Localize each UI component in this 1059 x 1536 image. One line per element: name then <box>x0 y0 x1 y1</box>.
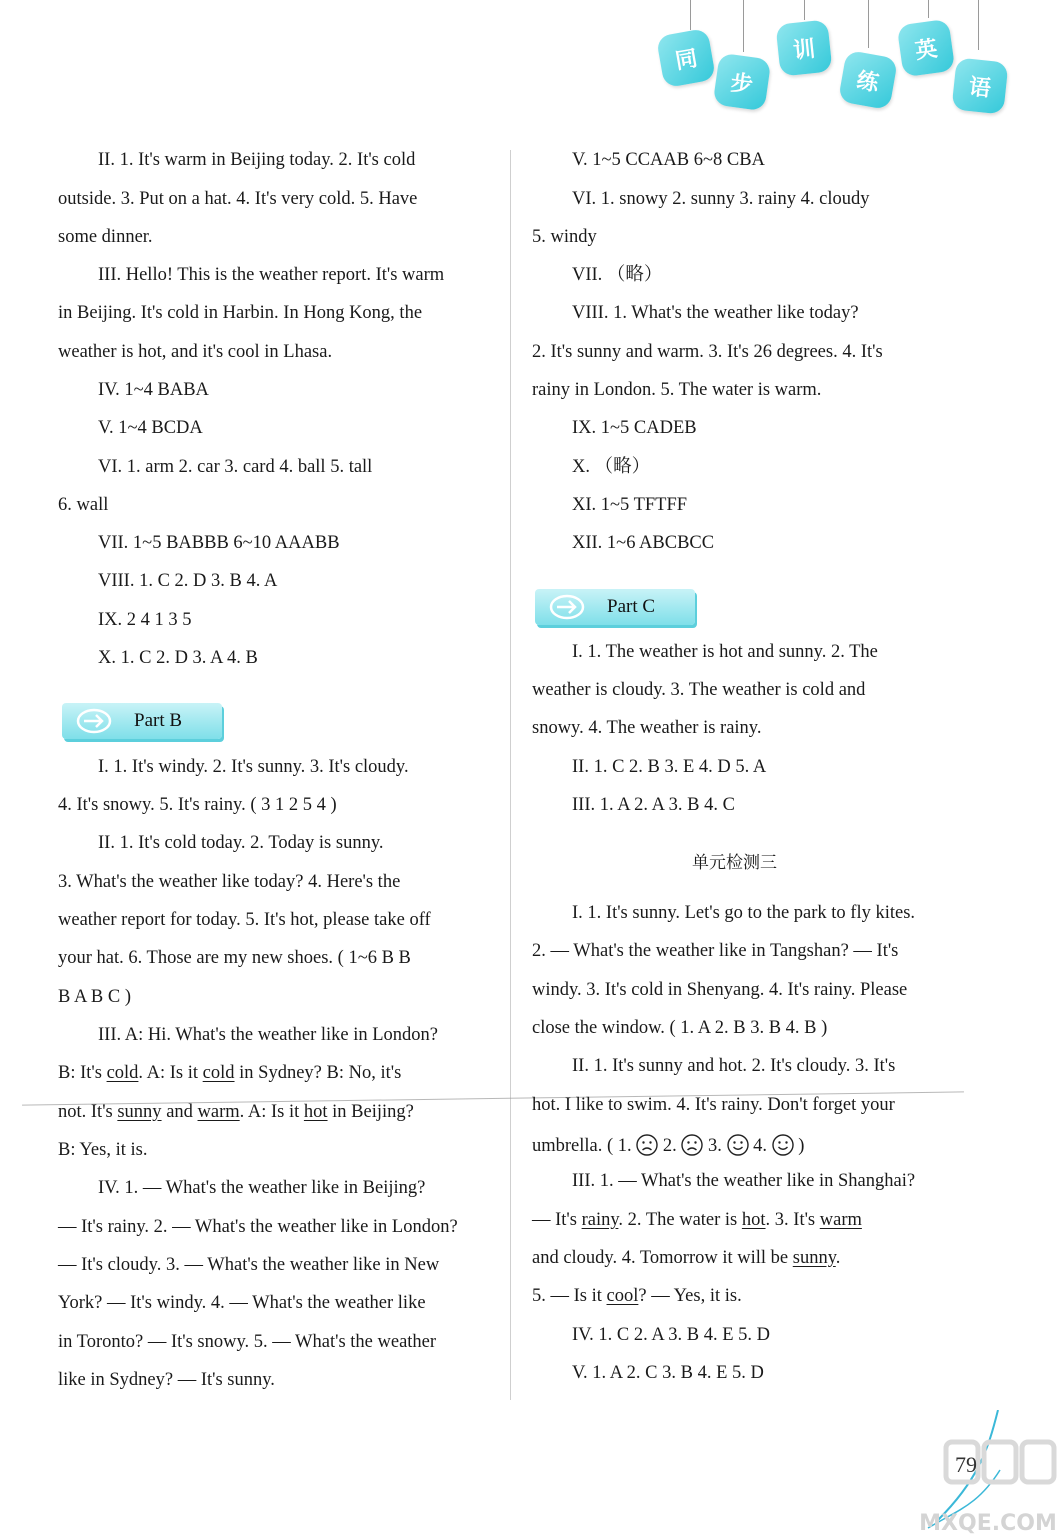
answer-line <box>532 1134 804 1158</box>
answer-line: windy. 3. It's cold in Shenyang. 4. It's rainy. Please <box>532 980 908 1000</box>
text-segment: not. It's <box>58 1102 118 1122</box>
answer-line: VI. 1. snowy 2. sunny 3. rainy 4. cloudy <box>572 189 870 209</box>
answer-line: 2. — What's the weather like in Tangshan? — It's <box>532 941 899 961</box>
page-number: 79 <box>955 1452 977 1477</box>
part-b-label: Part B <box>134 710 183 731</box>
text-segment: umbrella. ( 1. <box>532 1136 632 1156</box>
answer-line: York? — It's windy. 4. — What's the weather like <box>58 1293 426 1313</box>
text-segment: . A: Is it <box>239 1102 304 1122</box>
answer-line: IV. 1. C 2. A 3. B 4. E 5. D <box>572 1325 771 1345</box>
underlined-answer: hot <box>303 1102 328 1122</box>
column-divider <box>510 150 511 1400</box>
underlined-answer: warm <box>197 1102 240 1122</box>
answer-line: X. （略） <box>572 457 651 477</box>
answer-line: rainy in London. 5. The water is warm. <box>532 380 822 400</box>
header-badge: 同 <box>656 28 716 88</box>
header-badge: 训 <box>775 19 832 76</box>
happy-face-icon <box>772 1134 794 1156</box>
answer-line: V. 1~5 CCAAB 6~8 CBA <box>572 150 765 170</box>
header-badge: 步 <box>713 53 772 112</box>
answer-line: V. 1~4 BCDA <box>98 418 203 438</box>
answer-line: in Toronto? — It's snowy. 5. — What's the weather <box>58 1332 437 1352</box>
answer-line: XI. 1~5 TFTFF <box>572 495 688 515</box>
answer-line: 4. It's snowy. 5. It's rainy. ( 3 1 2 5 4 ) <box>58 795 337 815</box>
answer-line: VI. 1. arm 2. car 3. card 4. ball 5. tall <box>98 457 373 477</box>
badge-string <box>804 0 805 20</box>
answer-line: weather report for today. 5. It's hot, please take off <box>58 910 431 930</box>
answer-line: VIII. 1. C 2. D 3. B 4. A <box>98 571 278 591</box>
underlined-answer: sunny <box>792 1248 836 1268</box>
answer-line: VIII. 1. What's the weather like today? <box>572 303 859 323</box>
answer-line: weather is hot, and it's cool in Lhasa. <box>58 342 333 362</box>
text-segment: 4. <box>753 1136 768 1156</box>
answer-line: 2. It's sunny and warm. 3. It's 26 degrees. 4. It's <box>532 342 883 362</box>
badge-string <box>690 0 691 30</box>
answer-line: VII. （略） <box>572 265 663 285</box>
answer-line: V. 1. A 2. C 3. B 4. E 5. D <box>572 1363 764 1383</box>
answer-line: in Beijing. It's cold in Harbin. In Hong Kong, the <box>58 303 423 323</box>
answer-line: III. Hello! This is the weather report. It's warm <box>98 265 445 285</box>
answer-line: some dinner. <box>58 227 153 247</box>
badge-string <box>928 0 929 18</box>
part-b-tab <box>62 703 222 739</box>
answer-line: snowy. 4. The weather is rainy. <box>532 718 762 738</box>
answer-line: III. 1. A 2. A 3. B 4. C <box>572 795 735 815</box>
answer-line: IX. 2 4 1 3 5 <box>98 610 192 630</box>
part-c-tab <box>535 589 695 625</box>
underlined-answer: sunny <box>117 1102 162 1122</box>
text-segment: B: It's <box>58 1063 107 1083</box>
answer-line: IV. 1~4 BABA <box>98 380 209 400</box>
answer-line <box>532 1284 742 1308</box>
answer-line: outside. 3. Put on a hat. 4. It's very cold. 5. Have <box>58 189 418 209</box>
unit-test-title: 单元检测三 <box>692 853 777 873</box>
underlined-answer: rainy <box>581 1210 619 1230</box>
text-segment: ) <box>798 1136 805 1156</box>
watermark-text: MXQE.COM <box>919 1511 1057 1536</box>
answer-line: I. 1. It's sunny. Let's go to the park to fly kites. <box>572 903 916 923</box>
text-segment: . A: Is it <box>138 1063 203 1083</box>
answer-line <box>58 1100 414 1124</box>
arrow-right-icon <box>76 708 112 734</box>
arrow-right-icon <box>549 594 585 620</box>
text-segment: in Sydney? B: No, it's <box>234 1063 402 1083</box>
answer-line: I. 1. The weather is hot and sunny. 2. The <box>572 642 878 662</box>
answer-line: 6. wall <box>58 495 109 515</box>
underlined-answer: cold <box>106 1063 139 1083</box>
watermark-logo <box>918 1410 1058 1536</box>
underlined-answer: cool <box>606 1286 639 1306</box>
badge-string <box>978 0 979 50</box>
answer-line: B A B C ) <box>58 987 131 1007</box>
text-segment: . 2. The water is <box>618 1210 742 1230</box>
answer-line: like in Sydney? — It's sunny. <box>58 1370 275 1390</box>
answer-line: III. 1. — What's the weather like in Shanghai? <box>572 1171 916 1191</box>
answer-line: 5. windy <box>532 227 597 247</box>
header-badge: 练 <box>838 50 898 110</box>
answer-line: your hat. 6. Those are my new shoes. ( 1~6 B B <box>58 948 411 968</box>
answer-line: close the window. ( 1. A 2. B 3. B 4. B ) <box>532 1018 828 1038</box>
answer-line: XII. 1~6 ABCBCC <box>572 533 715 553</box>
answer-line: II. 1. C 2. B 3. E 4. D 5. A <box>572 757 767 777</box>
part-c-label: Part C <box>607 596 656 617</box>
text-segment: ? — Yes, it is. <box>638 1286 742 1306</box>
sad-face-icon <box>681 1134 703 1156</box>
badge-string <box>868 0 869 48</box>
answer-line: III. A: Hi. What's the weather like in London? <box>98 1025 439 1045</box>
underlined-answer: hot <box>741 1210 766 1230</box>
answer-line: IV. 1. — What's the weather like in Beijing? <box>98 1178 426 1198</box>
text-segment: — It's <box>532 1210 582 1230</box>
answer-line: — It's rainy. 2. — What's the weather like in London? <box>58 1217 458 1237</box>
answer-line: II. 1. It's cold today. 2. Today is sunny. <box>98 833 384 853</box>
answer-line <box>532 1208 862 1232</box>
header-badge: 英 <box>897 19 956 78</box>
answer-line: weather is cloudy. 3. The weather is cold and <box>532 680 866 700</box>
answer-line: B: Yes, it is. <box>58 1140 148 1160</box>
answer-line: II. 1. It's warm in Beijing today. 2. It's cold <box>98 150 416 170</box>
happy-face-icon <box>727 1134 749 1156</box>
text-segment: 2. <box>662 1136 677 1156</box>
sad-face-icon <box>636 1134 658 1156</box>
answer-line: 3. What's the weather like today? 4. Here's the <box>58 872 401 892</box>
underlined-answer: warm <box>819 1210 862 1230</box>
header-banner <box>0 0 1059 130</box>
text-segment: 3. <box>708 1136 722 1156</box>
text-segment: and <box>161 1102 198 1122</box>
text-segment: . <box>835 1248 841 1268</box>
answer-line: VII. 1~5 BABBB 6~10 AAABB <box>98 533 340 553</box>
answer-line: X. 1. C 2. D 3. A 4. B <box>98 648 258 668</box>
answer-line <box>58 1061 401 1085</box>
answer-line: I. 1. It's windy. 2. It's sunny. 3. It's cloudy. <box>98 757 409 777</box>
text-segment: 5. — Is it <box>532 1286 607 1306</box>
answer-line <box>532 1246 840 1270</box>
text-segment: and cloudy. 4. Tomorrow it will be <box>532 1248 793 1268</box>
text-segment: in Beijing? <box>327 1102 414 1122</box>
answer-line: — It's cloudy. 3. — What's the weather like in New <box>58 1255 440 1275</box>
answer-line: IX. 1~5 CADEB <box>572 418 697 438</box>
underlined-answer: cold <box>202 1063 235 1083</box>
badge-string <box>743 0 744 52</box>
text-segment: . 3. It's <box>765 1210 820 1230</box>
answer-line: II. 1. It's sunny and hot. 2. It's cloudy. 3. It's <box>572 1056 896 1076</box>
answer-line: hot. I like to swim. 4. It's rainy. Don't forget your <box>532 1095 895 1115</box>
header-badge: 语 <box>951 57 1008 114</box>
